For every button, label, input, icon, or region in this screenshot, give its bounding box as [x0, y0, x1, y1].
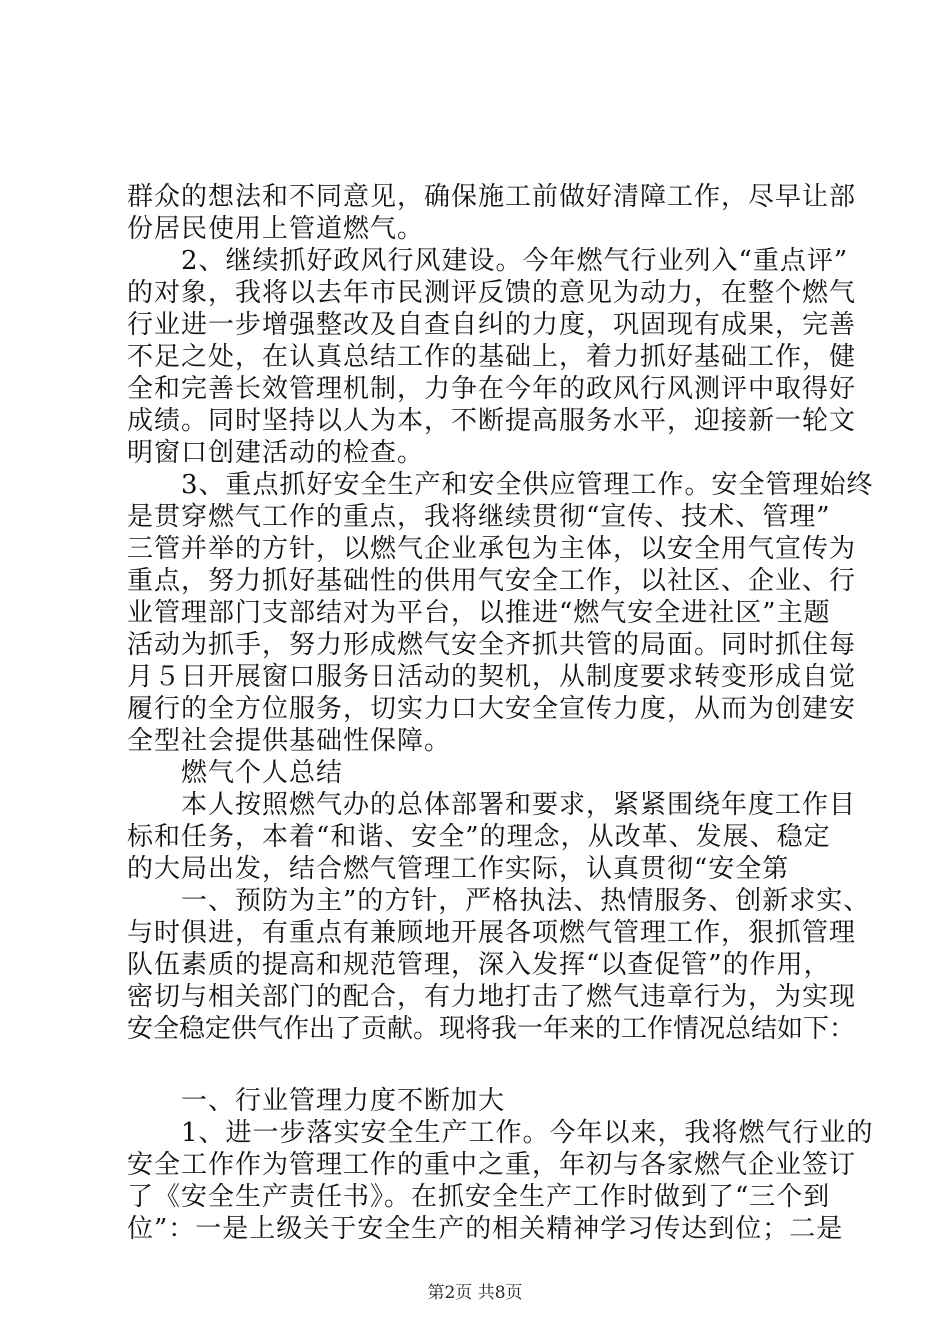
body-line: 安全工作作为管理工作的重中之重，年初与各家燃气企业签订: [127, 1150, 857, 1180]
section-heading: 一、行业管理力度不断加大: [127, 1086, 506, 1116]
body-line: 重点，努力抓好基础性的供用气安全工作，以社区、企业、行: [127, 566, 857, 596]
body-line: 安全稳定供气作出了贡献。现将我一年来的工作情况总结如下：: [127, 1014, 856, 1044]
body-line: 三管并举的方针，以燃气企业承包为主体，以安全用气宣传为: [127, 534, 857, 564]
body-line: 明窗口创建活动的检查。: [127, 438, 425, 468]
body-line: 标和任务，本着“和谐、安全”的理念，从改革、发展、稳定: [127, 822, 831, 852]
body-line: 业管理部门支部结对为平台，以推进“燃气安全进社区”主题: [127, 598, 831, 628]
body-line: 是贯穿燃气工作的重点，我将继续贯彻“宣传、技术、管理”: [127, 502, 831, 532]
body-line: 群众的想法和不同意见，确保施工前做好清障工作，尽早让部: [127, 182, 857, 212]
body-line: 了《安全生产责任书》。在抓安全生产工作时做到了“三个到: [127, 1182, 831, 1212]
body-line: 份居民使用上管道燃气。: [127, 214, 425, 244]
body-line: 2、继续抓好政风行风建设。今年燃气行业列入“重点评”: [127, 246, 849, 276]
body-line: 活动为抓手，努力形成燃气安全齐抓共管的局面。同时抓住每: [127, 630, 857, 660]
body-line: 队伍素质的提高和规范管理，深入发挥“以查促管”的作用，: [127, 950, 831, 980]
body-line: 密切与相关部门的配合，有力地打击了燃气违章行为，为实现: [127, 982, 857, 1012]
body-line: 与时俱进，有重点有兼顾地开展各项燃气管理工作，狠抓管理: [127, 918, 857, 948]
body-line: 行业进一步增强整改及自查自纠的力度，巩固现有成果，完善: [127, 310, 857, 340]
body-line: 月５日开展窗口服务日活动的契机，从制度要求转变形成自觉: [127, 662, 857, 692]
body-line: 成绩。同时坚持以人为本，不断提高服务水平，迎接新一轮文: [127, 406, 857, 436]
body-line: 3、重点抓好安全生产和安全供应管理工作。安全管理始终: [127, 470, 874, 500]
body-line: 全型社会提供基础性保障。: [127, 726, 452, 756]
body-line: 的对象，我将以去年市民测评反馈的意见为动力，在整个燃气: [127, 278, 857, 308]
body-line: 的大局出发，结合燃气管理工作实际，认真贯彻“安全第: [127, 854, 790, 884]
body-line: 不足之处，在认真总结工作的基础上，着力抓好基础工作，健: [127, 342, 857, 372]
body-line: 1、进一步落实安全生产工作。今年以来，我将燃气行业的: [127, 1118, 874, 1148]
body-line: 位”：一是上级关于安全生产的相关精神学习传达到位；二是: [127, 1214, 844, 1244]
body-line: 一、预防为主”的方针，严格执法、热情服务、创新求实、: [127, 886, 871, 916]
body-line: 履行的全方位服务，切实力口大安全宣传力度，从而为创建安: [127, 694, 857, 724]
body-line: 本人按照燃气办的总体部署和要求，紧紧围绕年度工作目: [127, 790, 857, 820]
section-heading: 燃气个人总结: [127, 758, 344, 788]
body-line: 全和完善长效管理机制，力争在今年的政风行风测评中取得好: [127, 374, 857, 404]
page-footer: 第2页 共8页: [427, 1283, 523, 1303]
